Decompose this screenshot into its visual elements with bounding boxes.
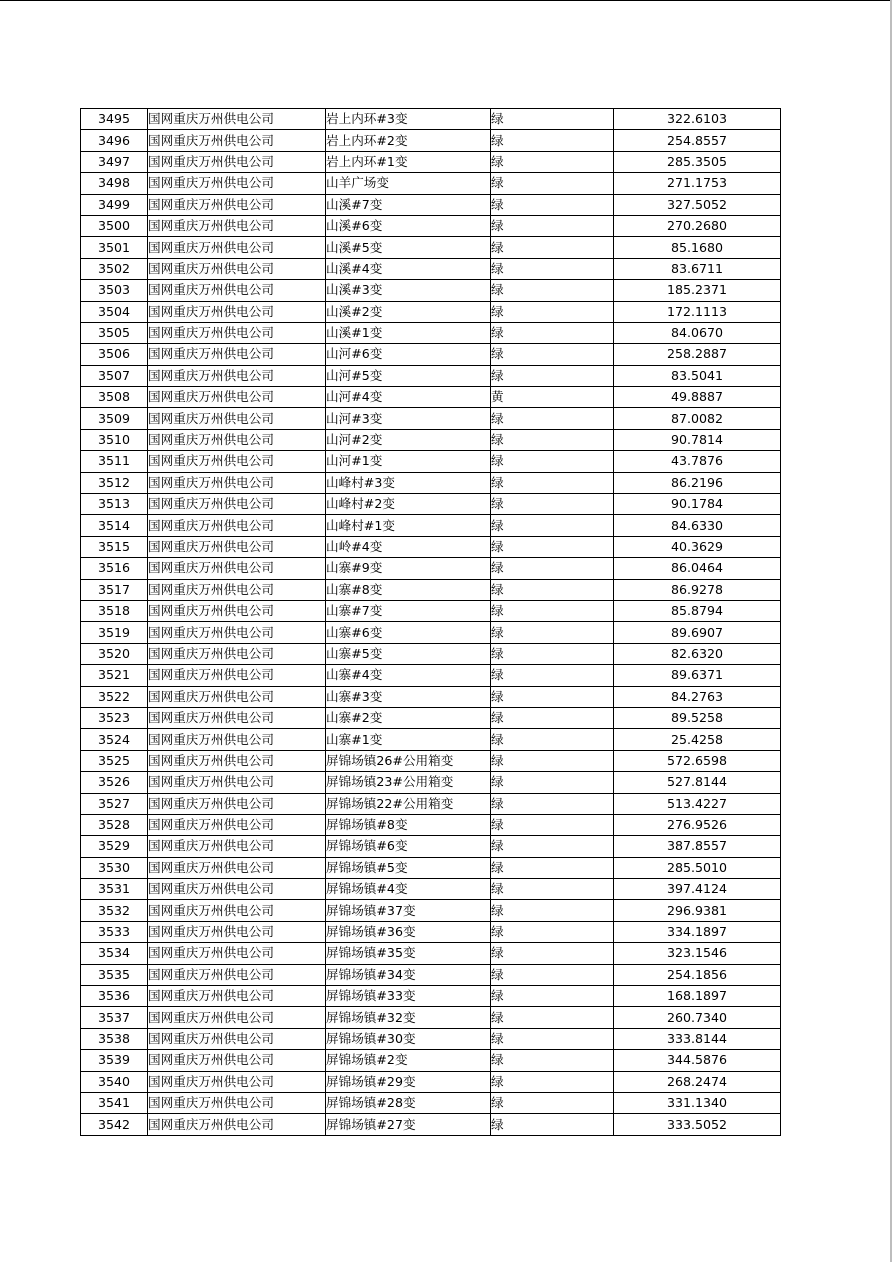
table-row — [81, 408, 781, 429]
row-id-cell: 3497 — [81, 151, 148, 172]
table-row — [81, 151, 781, 172]
station-cell: 山寨#8变 — [326, 579, 491, 600]
value-cell: 87.0082 — [614, 408, 781, 429]
status-flag-cell: 绿 — [491, 836, 614, 857]
row-id-cell: 3501 — [81, 237, 148, 258]
table-row — [81, 429, 781, 450]
company-cell: 国网重庆万州供电公司 — [148, 793, 326, 814]
company-cell: 国网重庆万州供电公司 — [148, 964, 326, 985]
row-id-cell: 3519 — [81, 622, 148, 643]
station-cell: 山寨#6变 — [326, 622, 491, 643]
value-cell: 271.1753 — [614, 173, 781, 194]
row-id-cell: 3539 — [81, 1050, 148, 1071]
table-row — [81, 237, 781, 258]
company-cell: 国网重庆万州供电公司 — [148, 1028, 326, 1049]
row-id-cell: 3506 — [81, 344, 148, 365]
value-cell: 334.1897 — [614, 921, 781, 942]
station-cell: 山河#3变 — [326, 408, 491, 429]
station-cell: 山溪#7变 — [326, 194, 491, 215]
table-row — [81, 130, 781, 151]
row-id-cell: 3500 — [81, 215, 148, 236]
table-row — [81, 600, 781, 621]
status-flag-cell: 绿 — [491, 1007, 614, 1028]
page-top-border — [0, 0, 892, 1]
row-id-cell: 3537 — [81, 1007, 148, 1028]
company-cell: 国网重庆万州供电公司 — [148, 215, 326, 236]
row-id-cell: 3502 — [81, 258, 148, 279]
station-cell: 山溪#5变 — [326, 237, 491, 258]
status-flag-cell: 绿 — [491, 793, 614, 814]
value-cell: 270.2680 — [614, 215, 781, 236]
row-id-cell: 3532 — [81, 900, 148, 921]
row-id-cell: 3507 — [81, 365, 148, 386]
company-cell: 国网重庆万州供电公司 — [148, 258, 326, 279]
row-id-cell: 3542 — [81, 1114, 148, 1135]
table-row — [81, 836, 781, 857]
station-cell: 屏锦场镇#34变 — [326, 964, 491, 985]
row-id-cell: 3534 — [81, 943, 148, 964]
row-id-cell: 3526 — [81, 772, 148, 793]
company-cell: 国网重庆万州供电公司 — [148, 173, 326, 194]
status-flag-cell: 绿 — [491, 772, 614, 793]
status-flag-cell: 绿 — [491, 729, 614, 750]
status-flag-cell: 绿 — [491, 750, 614, 771]
station-cell: 山河#2变 — [326, 429, 491, 450]
station-cell: 山溪#6变 — [326, 215, 491, 236]
status-flag-cell: 绿 — [491, 1071, 614, 1092]
company-cell: 国网重庆万州供电公司 — [148, 750, 326, 771]
status-flag-cell: 绿 — [491, 686, 614, 707]
station-cell: 山寨#5变 — [326, 643, 491, 664]
table-row — [81, 344, 781, 365]
value-cell: 86.2196 — [614, 472, 781, 493]
company-cell: 国网重庆万州供电公司 — [148, 836, 326, 857]
station-cell: 屏锦场镇#36变 — [326, 921, 491, 942]
station-cell: 山河#5变 — [326, 365, 491, 386]
value-cell: 333.8144 — [614, 1028, 781, 1049]
table-row — [81, 729, 781, 750]
status-flag-cell: 绿 — [491, 665, 614, 686]
company-cell: 国网重庆万州供电公司 — [148, 643, 326, 664]
row-id-cell: 3509 — [81, 408, 148, 429]
row-id-cell: 3514 — [81, 515, 148, 536]
station-cell: 山寨#7变 — [326, 600, 491, 621]
table-row — [81, 451, 781, 472]
table-row — [81, 622, 781, 643]
station-cell: 岩上内环#3变 — [326, 109, 491, 130]
company-cell: 国网重庆万州供电公司 — [148, 665, 326, 686]
value-cell: 40.3629 — [614, 536, 781, 557]
company-cell: 国网重庆万州供电公司 — [148, 472, 326, 493]
table-row — [81, 1071, 781, 1092]
status-flag-cell: 绿 — [491, 1092, 614, 1113]
value-cell: 333.5052 — [614, 1114, 781, 1135]
company-cell: 国网重庆万州供电公司 — [148, 494, 326, 515]
table-row — [81, 1007, 781, 1028]
table-row — [81, 943, 781, 964]
station-cell: 山溪#1变 — [326, 322, 491, 343]
station-cell: 岩上内环#2变 — [326, 130, 491, 151]
row-id-cell: 3517 — [81, 579, 148, 600]
value-cell: 344.5876 — [614, 1050, 781, 1071]
status-flag-cell: 绿 — [491, 600, 614, 621]
company-cell: 国网重庆万州供电公司 — [148, 387, 326, 408]
status-flag-cell: 绿 — [491, 1114, 614, 1135]
value-cell: 254.8557 — [614, 130, 781, 151]
status-flag-cell: 黄 — [491, 387, 614, 408]
row-id-cell: 3504 — [81, 301, 148, 322]
table-row — [81, 900, 781, 921]
table-row — [81, 857, 781, 878]
value-cell: 82.6320 — [614, 643, 781, 664]
table-row — [81, 921, 781, 942]
value-cell: 258.2887 — [614, 344, 781, 365]
row-id-cell: 3525 — [81, 750, 148, 771]
table-body — [81, 109, 781, 1136]
value-cell: 397.4124 — [614, 879, 781, 900]
status-flag-cell: 绿 — [491, 151, 614, 172]
value-cell: 90.1784 — [614, 494, 781, 515]
station-cell: 屏锦场镇23#公用箱变 — [326, 772, 491, 793]
company-cell: 国网重庆万州供电公司 — [148, 686, 326, 707]
table-row — [81, 365, 781, 386]
status-flag-cell: 绿 — [491, 322, 614, 343]
status-flag-cell: 绿 — [491, 814, 614, 835]
row-id-cell: 3498 — [81, 173, 148, 194]
row-id-cell: 3513 — [81, 494, 148, 515]
table-row — [81, 515, 781, 536]
row-id-cell: 3508 — [81, 387, 148, 408]
row-id-cell: 3535 — [81, 964, 148, 985]
station-cell: 屏锦场镇#37变 — [326, 900, 491, 921]
value-cell: 254.1856 — [614, 964, 781, 985]
row-id-cell: 3523 — [81, 707, 148, 728]
company-cell: 国网重庆万州供电公司 — [148, 1092, 326, 1113]
row-id-cell: 3516 — [81, 558, 148, 579]
status-flag-cell: 绿 — [491, 215, 614, 236]
table-row — [81, 301, 781, 322]
row-id-cell: 3495 — [81, 109, 148, 130]
company-cell: 国网重庆万州供电公司 — [148, 1114, 326, 1135]
row-id-cell: 3529 — [81, 836, 148, 857]
status-flag-cell: 绿 — [491, 921, 614, 942]
value-cell: 172.1113 — [614, 301, 781, 322]
status-flag-cell: 绿 — [491, 472, 614, 493]
status-flag-cell: 绿 — [491, 643, 614, 664]
table-row — [81, 1050, 781, 1071]
value-cell: 85.8794 — [614, 600, 781, 621]
row-id-cell: 3521 — [81, 665, 148, 686]
status-flag-cell: 绿 — [491, 451, 614, 472]
status-flag-cell: 绿 — [491, 986, 614, 1007]
station-cell: 山羊广场变 — [326, 173, 491, 194]
value-cell: 89.6371 — [614, 665, 781, 686]
company-cell: 国网重庆万州供电公司 — [148, 986, 326, 1007]
station-cell: 屏锦场镇#2变 — [326, 1050, 491, 1071]
value-cell: 322.6103 — [614, 109, 781, 130]
value-cell: 285.5010 — [614, 857, 781, 878]
status-flag-cell: 绿 — [491, 280, 614, 301]
value-cell: 86.9278 — [614, 579, 781, 600]
company-cell: 国网重庆万州供电公司 — [148, 622, 326, 643]
status-flag-cell: 绿 — [491, 943, 614, 964]
row-id-cell: 3503 — [81, 280, 148, 301]
table-row — [81, 814, 781, 835]
value-cell: 85.1680 — [614, 237, 781, 258]
company-cell: 国网重庆万州供电公司 — [148, 151, 326, 172]
table-row — [81, 772, 781, 793]
company-cell: 国网重庆万州供电公司 — [148, 1050, 326, 1071]
status-flag-cell: 绿 — [491, 408, 614, 429]
value-cell: 285.3505 — [614, 151, 781, 172]
company-cell: 国网重庆万州供电公司 — [148, 900, 326, 921]
table-row — [81, 643, 781, 664]
status-flag-cell: 绿 — [491, 173, 614, 194]
company-cell: 国网重庆万州供电公司 — [148, 600, 326, 621]
company-cell: 国网重庆万州供电公司 — [148, 451, 326, 472]
station-cell: 屏锦场镇#8变 — [326, 814, 491, 835]
station-cell: 屏锦场镇#29变 — [326, 1071, 491, 1092]
table-row — [81, 194, 781, 215]
table-row — [81, 750, 781, 771]
station-cell: 屏锦场镇#27变 — [326, 1114, 491, 1135]
row-id-cell: 3515 — [81, 536, 148, 557]
station-cell: 山峰村#1变 — [326, 515, 491, 536]
station-cell: 山寨#4变 — [326, 665, 491, 686]
company-cell: 国网重庆万州供电公司 — [148, 879, 326, 900]
table-row — [81, 1092, 781, 1113]
data-table — [80, 108, 781, 1136]
row-id-cell: 3511 — [81, 451, 148, 472]
row-id-cell: 3538 — [81, 1028, 148, 1049]
station-cell: 山寨#1变 — [326, 729, 491, 750]
company-cell: 国网重庆万州供电公司 — [148, 943, 326, 964]
value-cell: 84.6330 — [614, 515, 781, 536]
value-cell: 90.7814 — [614, 429, 781, 450]
company-cell: 国网重庆万州供电公司 — [148, 857, 326, 878]
station-cell: 屏锦场镇26#公用箱变 — [326, 750, 491, 771]
company-cell: 国网重庆万州供电公司 — [148, 109, 326, 130]
value-cell: 84.2763 — [614, 686, 781, 707]
status-flag-cell: 绿 — [491, 879, 614, 900]
table-row — [81, 387, 781, 408]
station-cell: 山河#6变 — [326, 344, 491, 365]
table-row — [81, 472, 781, 493]
value-cell: 168.1897 — [614, 986, 781, 1007]
value-cell: 43.7876 — [614, 451, 781, 472]
value-cell: 25.4258 — [614, 729, 781, 750]
table-row — [81, 109, 781, 130]
row-id-cell: 3510 — [81, 429, 148, 450]
status-flag-cell: 绿 — [491, 857, 614, 878]
value-cell: 84.0670 — [614, 322, 781, 343]
company-cell: 国网重庆万州供电公司 — [148, 921, 326, 942]
status-flag-cell: 绿 — [491, 301, 614, 322]
status-flag-cell: 绿 — [491, 429, 614, 450]
station-cell: 山河#1变 — [326, 451, 491, 472]
value-cell: 260.7340 — [614, 1007, 781, 1028]
table-row — [81, 579, 781, 600]
table-row — [81, 280, 781, 301]
table-row — [81, 258, 781, 279]
status-flag-cell: 绿 — [491, 558, 614, 579]
company-cell: 国网重庆万州供电公司 — [148, 814, 326, 835]
status-flag-cell: 绿 — [491, 964, 614, 985]
station-cell: 山溪#3变 — [326, 280, 491, 301]
row-id-cell: 3530 — [81, 857, 148, 878]
station-cell: 屏锦场镇#4变 — [326, 879, 491, 900]
company-cell: 国网重庆万州供电公司 — [148, 558, 326, 579]
table-row — [81, 879, 781, 900]
status-flag-cell: 绿 — [491, 536, 614, 557]
table-row — [81, 665, 781, 686]
table-row — [81, 793, 781, 814]
company-cell: 国网重庆万州供电公司 — [148, 344, 326, 365]
company-cell: 国网重庆万州供电公司 — [148, 515, 326, 536]
company-cell: 国网重庆万州供电公司 — [148, 365, 326, 386]
value-cell: 323.1546 — [614, 943, 781, 964]
status-flag-cell: 绿 — [491, 237, 614, 258]
station-cell: 屏锦场镇#28变 — [326, 1092, 491, 1113]
company-cell: 国网重庆万州供电公司 — [148, 1007, 326, 1028]
station-cell: 山岭#4变 — [326, 536, 491, 557]
value-cell: 276.9526 — [614, 814, 781, 835]
status-flag-cell: 绿 — [491, 109, 614, 130]
table-row — [81, 322, 781, 343]
value-cell: 296.9381 — [614, 900, 781, 921]
table-row — [81, 964, 781, 985]
row-id-cell: 3518 — [81, 600, 148, 621]
value-cell: 268.2474 — [614, 1071, 781, 1092]
company-cell: 国网重庆万州供电公司 — [148, 280, 326, 301]
status-flag-cell: 绿 — [491, 1050, 614, 1071]
company-cell: 国网重庆万州供电公司 — [148, 579, 326, 600]
status-flag-cell: 绿 — [491, 258, 614, 279]
value-cell: 327.5052 — [614, 194, 781, 215]
station-cell: 屏锦场镇22#公用箱变 — [326, 793, 491, 814]
status-flag-cell: 绿 — [491, 1028, 614, 1049]
table-row — [81, 173, 781, 194]
status-flag-cell: 绿 — [491, 707, 614, 728]
station-cell: 山峰村#2变 — [326, 494, 491, 515]
station-cell: 山寨#3变 — [326, 686, 491, 707]
value-cell: 572.6598 — [614, 750, 781, 771]
row-id-cell: 3496 — [81, 130, 148, 151]
row-id-cell: 3524 — [81, 729, 148, 750]
company-cell: 国网重庆万州供电公司 — [148, 772, 326, 793]
table-row — [81, 536, 781, 557]
station-cell: 屏锦场镇#33变 — [326, 986, 491, 1007]
table-row — [81, 215, 781, 236]
value-cell: 185.2371 — [614, 280, 781, 301]
row-id-cell: 3536 — [81, 986, 148, 1007]
company-cell: 国网重庆万州供电公司 — [148, 408, 326, 429]
value-cell: 513.4227 — [614, 793, 781, 814]
table-row — [81, 707, 781, 728]
value-cell: 89.6907 — [614, 622, 781, 643]
company-cell: 国网重庆万州供电公司 — [148, 194, 326, 215]
company-cell: 国网重庆万州供电公司 — [148, 429, 326, 450]
company-cell: 国网重庆万州供电公司 — [148, 536, 326, 557]
value-cell: 83.6711 — [614, 258, 781, 279]
table-row — [81, 1114, 781, 1135]
company-cell: 国网重庆万州供电公司 — [148, 707, 326, 728]
company-cell: 国网重庆万州供电公司 — [148, 729, 326, 750]
station-cell: 山溪#2变 — [326, 301, 491, 322]
status-flag-cell: 绿 — [491, 130, 614, 151]
value-cell: 387.8557 — [614, 836, 781, 857]
station-cell: 岩上内环#1变 — [326, 151, 491, 172]
row-id-cell: 3512 — [81, 472, 148, 493]
station-cell: 山寨#2变 — [326, 707, 491, 728]
row-id-cell: 3540 — [81, 1071, 148, 1092]
status-flag-cell: 绿 — [491, 900, 614, 921]
value-cell: 331.1340 — [614, 1092, 781, 1113]
station-cell: 屏锦场镇#5变 — [326, 857, 491, 878]
value-cell: 89.5258 — [614, 707, 781, 728]
company-cell: 国网重庆万州供电公司 — [148, 301, 326, 322]
row-id-cell: 3505 — [81, 322, 148, 343]
value-cell: 49.8887 — [614, 387, 781, 408]
value-cell: 83.5041 — [614, 365, 781, 386]
status-flag-cell: 绿 — [491, 494, 614, 515]
row-id-cell: 3531 — [81, 879, 148, 900]
station-cell: 屏锦场镇#30变 — [326, 1028, 491, 1049]
table-row — [81, 686, 781, 707]
station-cell: 屏锦场镇#6变 — [326, 836, 491, 857]
station-cell: 山溪#4变 — [326, 258, 491, 279]
status-flag-cell: 绿 — [491, 194, 614, 215]
station-cell: 山峰村#3变 — [326, 472, 491, 493]
status-flag-cell: 绿 — [491, 365, 614, 386]
company-cell: 国网重庆万州供电公司 — [148, 237, 326, 258]
company-cell: 国网重庆万州供电公司 — [148, 322, 326, 343]
table-row — [81, 986, 781, 1007]
station-cell: 山河#4变 — [326, 387, 491, 408]
row-id-cell: 3520 — [81, 643, 148, 664]
station-cell: 山寨#9变 — [326, 558, 491, 579]
table-row — [81, 494, 781, 515]
status-flag-cell: 绿 — [491, 622, 614, 643]
value-cell: 527.8144 — [614, 772, 781, 793]
row-id-cell: 3527 — [81, 793, 148, 814]
row-id-cell: 3522 — [81, 686, 148, 707]
row-id-cell: 3499 — [81, 194, 148, 215]
table-row — [81, 558, 781, 579]
row-id-cell: 3541 — [81, 1092, 148, 1113]
company-cell: 国网重庆万州供电公司 — [148, 1071, 326, 1092]
status-flag-cell: 绿 — [491, 515, 614, 536]
station-cell: 屏锦场镇#32变 — [326, 1007, 491, 1028]
value-cell: 86.0464 — [614, 558, 781, 579]
row-id-cell: 3528 — [81, 814, 148, 835]
station-cell: 屏锦场镇#35变 — [326, 943, 491, 964]
company-cell: 国网重庆万州供电公司 — [148, 130, 326, 151]
table-row — [81, 1028, 781, 1049]
row-id-cell: 3533 — [81, 921, 148, 942]
status-flag-cell: 绿 — [491, 344, 614, 365]
status-flag-cell: 绿 — [491, 579, 614, 600]
